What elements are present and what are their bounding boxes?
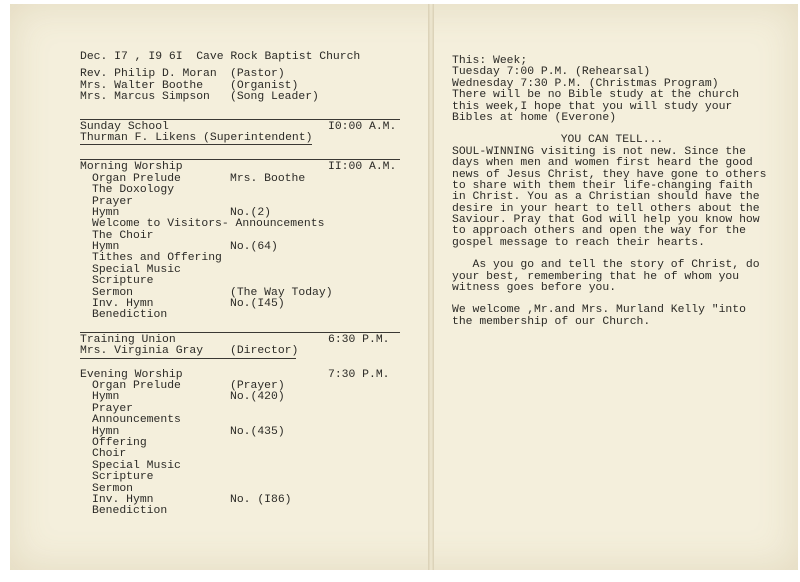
morning-service-item: Benediction: [92, 309, 168, 322]
as-you-go-line: witness goes before you.: [452, 282, 617, 295]
sunday-school-section: [80, 119, 400, 145]
this-week-line: There will be no Bible study at the church: [452, 89, 740, 102]
evening-worship-section: [80, 370, 400, 518]
evening-service-item: Hymn No.(435): [92, 425, 285, 438]
sunday-school-leader: Thurman F. Likens (Superintendent): [80, 131, 313, 144]
morning-worship-section: [80, 159, 400, 321]
evening-service-item: Sermon: [92, 482, 134, 495]
you-can-tell-line: to share with them their life-changing faith: [452, 179, 753, 192]
evening-time: 7:30 P.M.: [328, 368, 390, 381]
this-week-title: This: Week;: [452, 55, 528, 67]
welcome-line: We welcome ,Mr.and Mrs. Murland Kelly "into: [452, 304, 746, 317]
announcements-page: [452, 56, 772, 328]
morning-service-item: Welcome to Visitors- Announcements: [92, 218, 325, 231]
you-can-tell-line: gospel message to reach their hearts.: [452, 236, 705, 249]
as-you-go-line: your best, remembering that he of whom you: [452, 270, 740, 283]
training-role: (Director): [230, 345, 299, 358]
training-union-section: [80, 332, 400, 359]
morning-service-item: Prayer: [92, 195, 134, 208]
page-fold: [428, 4, 434, 570]
welcome-line: the membership of our Church.: [452, 315, 651, 328]
training-title: Training Union: [80, 333, 176, 346]
this-week-line: this week,I hope that you will study your: [452, 100, 733, 113]
you-can-tell-line: news of Jesus Christ, they have gone to others: [452, 168, 767, 181]
morning-service-item: Hymn No.(64): [92, 241, 278, 254]
order-of-service-page: [80, 52, 400, 518]
morning-service-item: The Choir: [92, 229, 154, 242]
officer-organist: Mrs. Walter Boothe (Organist): [80, 79, 299, 92]
you-can-tell-line: in Christ. You as a Christian should have the: [452, 191, 760, 204]
evening-service-item: Offering: [92, 436, 147, 449]
date-church-line: Dec. I7 , I9 6I Cave Rock Baptist Church: [80, 51, 361, 63]
morning-title: Morning Worship: [80, 161, 183, 174]
you-can-tell-line: days when men and women first heard the good: [452, 157, 753, 170]
officer-pastor: Rev. Philip D. Moran (Pastor): [80, 68, 285, 81]
morning-service-item: The Doxology: [92, 184, 175, 197]
morning-service-item: Sermon (The Way Today): [92, 286, 333, 299]
morning-service-item: Organ Prelude Mrs. Boothe: [92, 172, 306, 185]
evening-service-item: Scripture: [92, 471, 154, 484]
evening-service-item: Announcements: [92, 414, 181, 427]
morning-time: II:00 A.M.: [328, 161, 397, 174]
morning-service-item: Hymn No.(2): [92, 206, 272, 219]
sunday-school-time: I0:00 A.M.: [328, 120, 397, 133]
this-week-line: Bibles at home (Everone): [452, 111, 617, 124]
evening-service-item: Special Music: [92, 459, 181, 472]
morning-service-item: Scripture: [92, 275, 154, 288]
you-can-tell-heading: YOU CAN TELL...: [560, 134, 664, 147]
morning-service-item: Tithes and Offering: [92, 252, 222, 265]
training-leader: Mrs. Virginia Gray: [80, 345, 204, 358]
evening-service-item: Choir: [92, 448, 127, 461]
evening-service-item: Inv. Hymn No. (I86): [92, 493, 292, 506]
evening-service-item: Hymn No.(420): [92, 391, 285, 404]
evening-service-item: Prayer: [92, 402, 134, 415]
morning-service-item: Special Music: [92, 263, 181, 276]
officer-song-leader: Mrs. Marcus Simpson (Song Leader): [80, 91, 319, 104]
you-can-tell-line: SOUL-WINNING visiting is not new. Since the: [452, 145, 746, 158]
you-can-tell-line: desire in your heart to tell others about the: [452, 202, 760, 215]
training-time: 6:30 P.M.: [328, 333, 390, 346]
you-can-tell-line: Saviour. Pray that God will help you know how: [452, 214, 760, 227]
evening-service-item: Benediction: [92, 505, 168, 518]
this-week-line: Wednesday 7:30 P.M. (Christmas Program): [452, 77, 719, 90]
evening-service-item: Organ Prelude (Prayer): [92, 379, 285, 392]
you-can-tell-line: to approach others and open the way for the: [452, 225, 746, 238]
evening-title: Evening Worship: [80, 368, 183, 381]
as-you-go-line: As you go and tell the story of Christ, do: [452, 259, 760, 272]
sunday-school-title: Sunday School: [80, 120, 169, 133]
morning-service-item: Inv. Hymn No.(I45): [92, 298, 285, 311]
this-week-line: Tuesday 7:00 P.M. (Rehearsal): [452, 66, 651, 79]
